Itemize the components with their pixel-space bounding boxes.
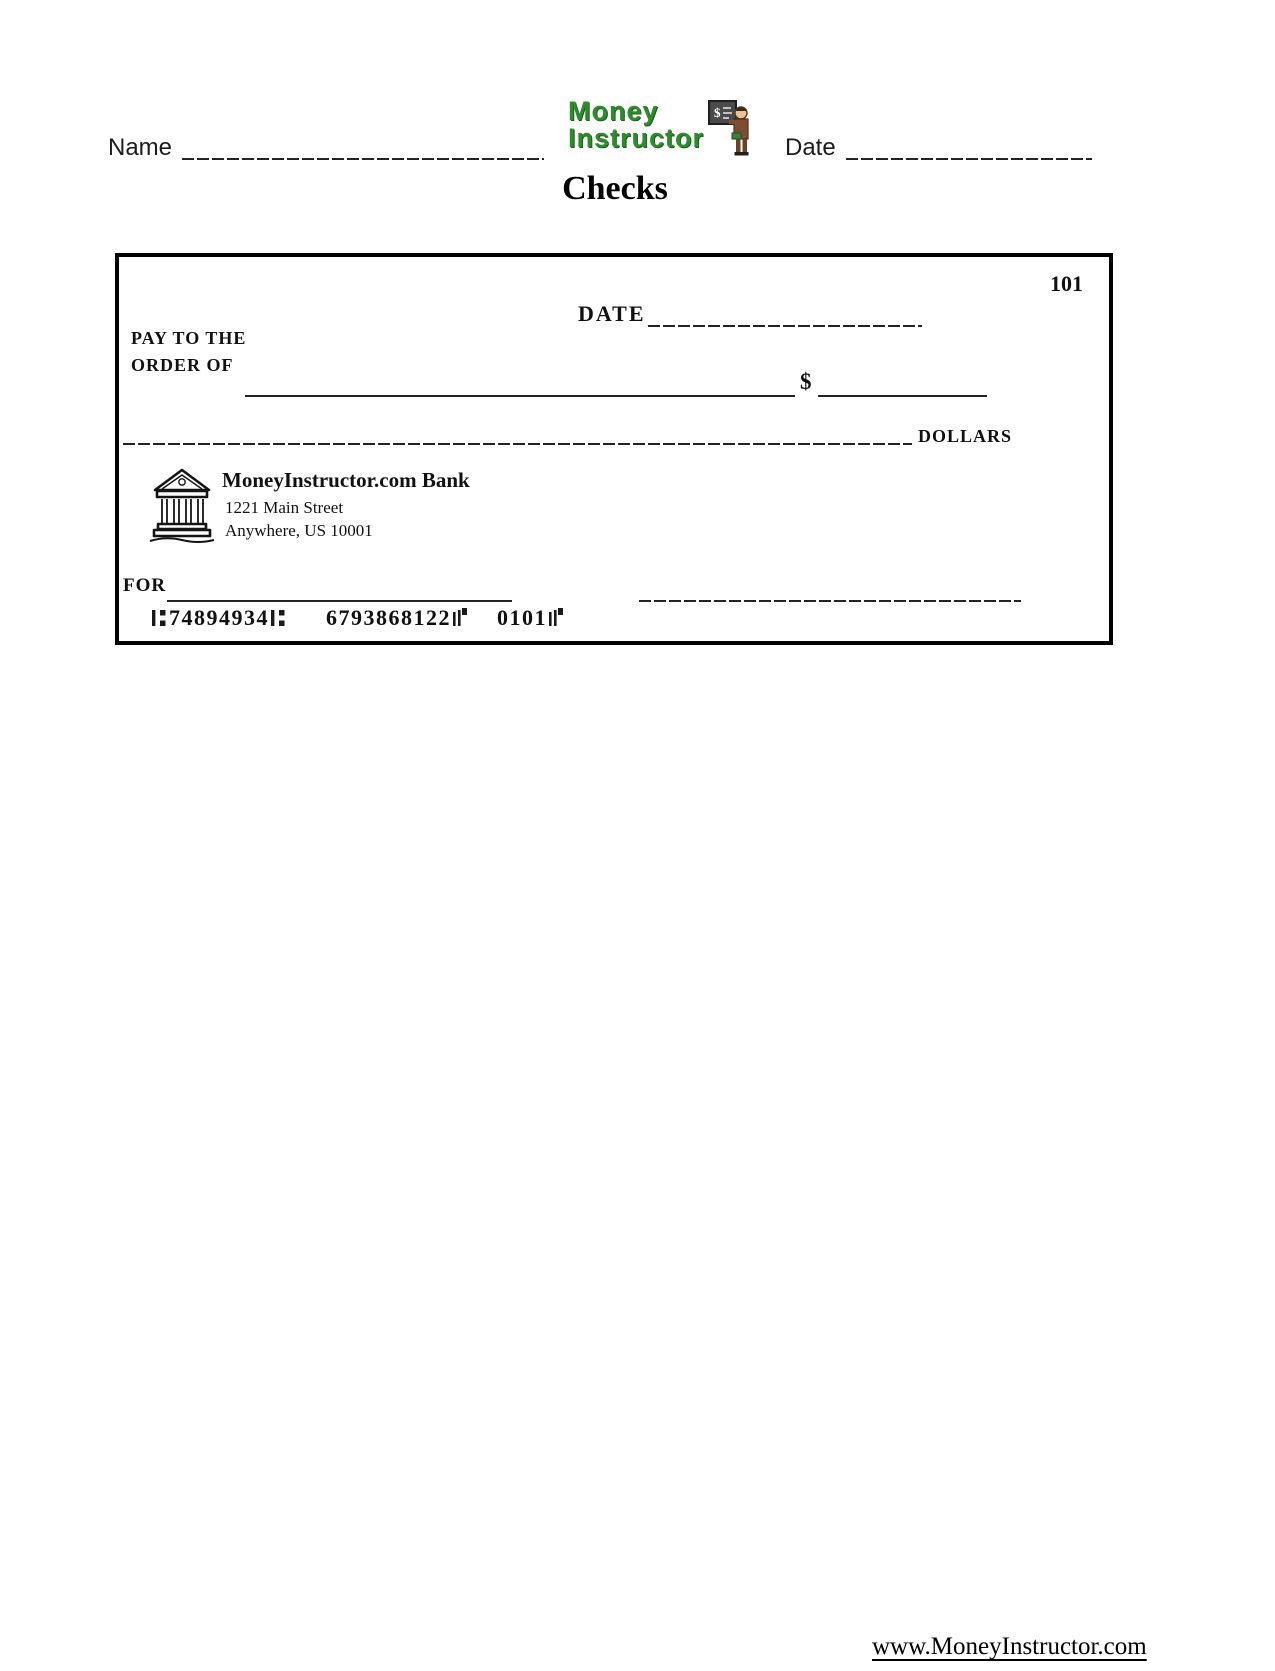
signature-blank-line [639,600,1021,602]
dollars-label: DOLLARS [918,426,1013,446]
bank-name: MoneyInstructor.com Bank [222,468,470,492]
micr-onus-icon [453,607,467,629]
micr-transit-icon [271,607,286,629]
payee-blank-line [245,395,795,397]
logo-word-money: Money [568,96,659,126]
micr-onus-icon [549,607,563,629]
micr-line [150,605,565,631]
micr-check-number: 0101 [497,605,547,630]
date-field [785,134,1092,162]
date-label: Date [785,134,836,161]
logo-word-instructor: Instructor [568,123,705,153]
check-date-blank-line [648,325,922,327]
name-field [108,134,544,162]
date-blank-line [846,158,1092,160]
teacher-at-blackboard-icon [708,100,752,163]
for-label: FOR [123,575,167,596]
check-template [115,253,1113,645]
order-of-label: ORDER OF [131,355,234,375]
written-amount-blank-line [123,443,912,445]
logo-wordmark [568,98,704,152]
for-blank-line [167,600,512,602]
page-title: Checks [562,170,668,207]
micr-routing-number: 74894934 [169,605,269,630]
check-date-label: DATE [578,301,646,326]
amount-blank-line [818,395,987,397]
bank-address-line2: Anywhere, US 10001 [225,521,373,540]
website-link[interactable]: www.MoneyInstructor.com [872,1633,1147,1660]
money-instructor-logo [568,98,752,163]
micr-transit-icon [152,607,167,629]
check-number: 101 [1050,271,1083,296]
dollar-sign: $ [800,369,812,394]
micr-account-number: 6793868122 [326,605,451,630]
name-blank-line [182,158,544,160]
bank-address-line1: 1221 Main Street [225,498,344,517]
svg-text:$: $ [714,105,721,120]
name-label: Name [108,134,173,161]
pay-to-the-label: PAY TO THE [131,328,247,348]
